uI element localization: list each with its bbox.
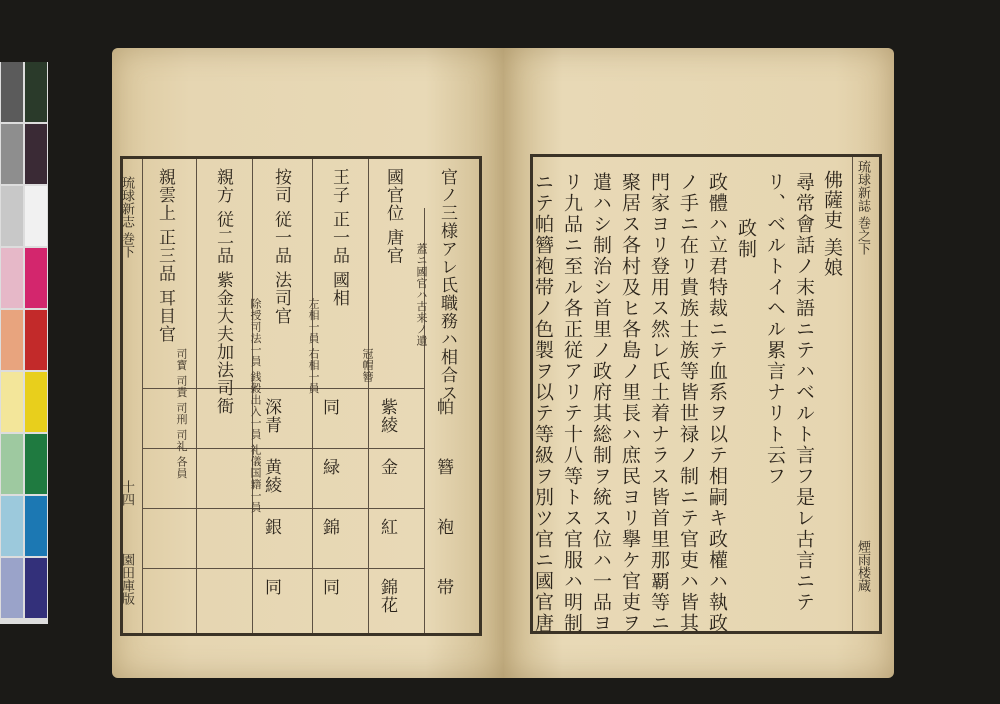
row-note-5: 司寳 司貴 司刑 司礼 各員 [175, 348, 188, 479]
grid-cell: 同 [319, 578, 339, 596]
row-note-0: 蓋ニ國官ハ古来ノ遺 [415, 243, 428, 347]
row-note-2: 左相一員 右相一員 [307, 298, 320, 394]
grid-cell: 同 [261, 578, 281, 596]
row-main-0: 官ノ三様アレ氏職務ハ相合ス [437, 168, 457, 402]
grid-cell: 錦花 [377, 578, 397, 614]
grid-cell: 帯 [433, 578, 453, 596]
col-rule [312, 159, 313, 633]
checker-swatch [1, 310, 23, 370]
checker-swatch [25, 62, 47, 122]
text-column: 政制 [735, 218, 757, 260]
grid-cell: 袍 [433, 518, 453, 536]
text-column: リ九品ニ至ル各正従アリテ十八等トス官服ハ明制 [561, 172, 583, 634]
heading-note: 佛薩吏 美娘 [821, 170, 843, 278]
checker-swatch [1, 186, 23, 246]
right-margin-title: 琉球新誌 巻之下 [855, 160, 870, 256]
grid-cell: 銀 [261, 518, 281, 536]
checker-swatch [25, 124, 47, 184]
checker-swatch [1, 558, 23, 618]
grid-cell: 緑 [319, 458, 339, 476]
row-main-3: 按司 従一品 法司官 [271, 168, 291, 325]
row-main-4: 親方 従二品 紫金大夫加法司衙 [213, 168, 233, 415]
left-margin-publisher: 園田庫版 [119, 553, 134, 605]
checker-swatch [25, 558, 47, 618]
text-column: ノ手ニ在リ貴族士族等皆世禄ノ制ニテ官吏ハ皆其 [677, 172, 699, 634]
text-column: 聚居ス各村及ヒ各島ノ里長ハ庶民ヨリ擧ケ官吏ヲ [619, 172, 641, 634]
text-column: ニテ帕簪袍帯ノ色製ヲ以テ等級ヲ別ツ官ニ國官唐 [532, 172, 554, 634]
right-margin-publisher: 煙雨楼蔵 [855, 540, 870, 592]
checker-swatch [1, 372, 23, 432]
right-page [504, 48, 894, 678]
checker-swatch [25, 186, 47, 246]
row-note-3: 除授司法一員 銭穀出入一員 礼儀国籍一員 [249, 298, 262, 513]
grid-cell: 黄綾 [261, 458, 281, 494]
grid-cell: 錦 [319, 518, 339, 536]
text-column: 門家ヨリ登用ス然レ氏土着ナラス皆首里那覇等ニ [648, 172, 670, 634]
checker-swatch [1, 434, 23, 494]
row-main-1: 國官位 唐官 [383, 168, 403, 265]
row-rule [142, 508, 424, 509]
grid-cell: 金 [377, 458, 397, 476]
text-column: リ、ベルトイヘル累言ナリト云フ [764, 172, 786, 487]
text-column: 遣ハシ制治シ首里ノ政府其総制ヲ統ス位ハ一品ヨ [590, 172, 612, 634]
text-column: 政體ハ立君特裁ニテ血系ヲ以テ相嗣キ政權ハ執政 [706, 172, 728, 634]
grid-cell: 同 [319, 398, 339, 416]
margin-rule [142, 159, 143, 633]
checker-swatch [25, 310, 47, 370]
grid-cell: 紅 [377, 518, 397, 536]
grid-cell: 紫綾 [377, 398, 397, 434]
col-rule [196, 159, 197, 633]
grid-cell: 深青 [261, 398, 281, 434]
color-checker-strip [0, 62, 48, 624]
left-margin-folio: 十四 [119, 480, 134, 506]
text-column: 尋常會話ノ末語ニテハベルト言フ是レ古言ニテ [793, 172, 815, 613]
row-note-1: 冠帽簪 [361, 348, 374, 383]
left-margin-title: 琉球新志 巻下 [119, 176, 134, 259]
checker-swatch [1, 124, 23, 184]
grid-cell: 帕 [433, 398, 453, 416]
row-rule [142, 568, 424, 569]
checker-swatch [25, 248, 47, 308]
row-main-5: 親雲上 正三品 耳目官 [155, 168, 175, 343]
margin-rule [852, 157, 853, 631]
checker-swatch [25, 434, 47, 494]
grid-cell: 簪 [433, 458, 453, 476]
checker-swatch [1, 496, 23, 556]
col-rule [368, 159, 369, 633]
checker-swatch [1, 248, 23, 308]
row-main-2: 王子 正一品 國相 [329, 168, 349, 307]
checker-swatch [1, 62, 23, 122]
checker-swatch [25, 496, 47, 556]
left-page [112, 48, 504, 678]
checker-swatch [25, 372, 47, 432]
